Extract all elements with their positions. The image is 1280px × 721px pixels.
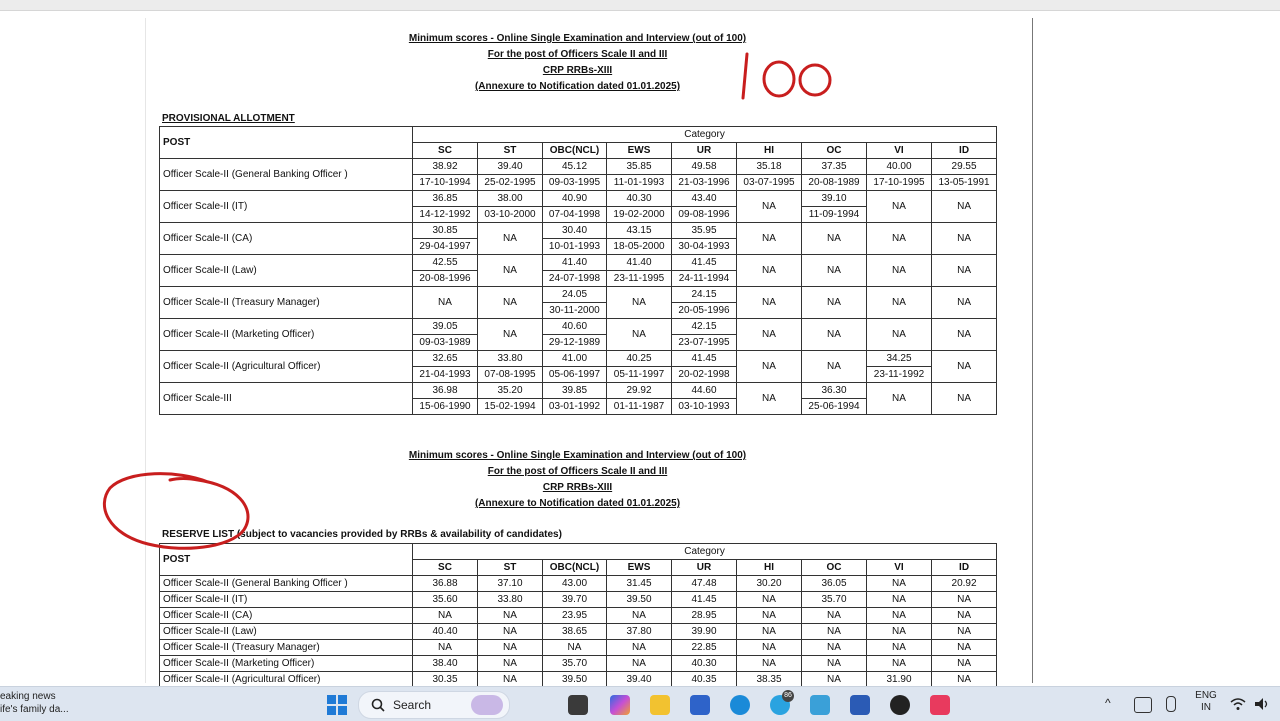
dob-cell: 01-11-1987 bbox=[607, 399, 672, 415]
column-header: UR bbox=[672, 143, 737, 159]
dob-cell: 18-05-2000 bbox=[607, 239, 672, 255]
score-cell: 44.60 bbox=[672, 383, 737, 399]
score-cell: 35.70 bbox=[802, 592, 867, 608]
score-cell: NA bbox=[932, 351, 997, 383]
column-header: ST bbox=[478, 560, 543, 576]
score-cell: NA bbox=[737, 656, 802, 672]
score-cell: 35.18 bbox=[737, 159, 802, 175]
post-header: POST bbox=[160, 544, 413, 576]
dob-cell: 14-12-1992 bbox=[413, 207, 478, 223]
taskbar-search-box[interactable] bbox=[358, 691, 510, 719]
search-label: Search bbox=[393, 698, 432, 712]
score-cell: NA bbox=[607, 608, 672, 624]
score-cell: NA bbox=[478, 672, 543, 688]
score-cell: 35.60 bbox=[413, 592, 478, 608]
score-cell: NA bbox=[737, 351, 802, 383]
sync-icon[interactable] bbox=[1134, 697, 1152, 713]
score-cell: 38.00 bbox=[478, 191, 543, 207]
score-cell: NA bbox=[737, 319, 802, 351]
score-cell: 35.20 bbox=[478, 383, 543, 399]
edge-browser-icon[interactable] bbox=[730, 695, 750, 715]
news-line-1: eaking news bbox=[0, 691, 56, 702]
dob-cell: 19-02-2000 bbox=[607, 207, 672, 223]
dob-cell: 07-08-1995 bbox=[478, 367, 543, 383]
dob-cell: 23-07-1995 bbox=[672, 335, 737, 351]
score-cell: NA bbox=[802, 672, 867, 688]
column-header: OBC(NCL) bbox=[543, 143, 607, 159]
table-row bbox=[160, 656, 997, 672]
score-cell: 36.30 bbox=[802, 383, 867, 399]
score-cell: 35.95 bbox=[672, 223, 737, 239]
score-cell: NA bbox=[478, 624, 543, 640]
post-name: Officer Scale-II (CA) bbox=[160, 223, 413, 255]
score-cell: 29.55 bbox=[932, 159, 997, 175]
score-cell: 34.25 bbox=[867, 351, 932, 367]
score-cell: 36.88 bbox=[413, 576, 478, 592]
table-row bbox=[160, 159, 997, 175]
score-cell: 41.00 bbox=[543, 351, 607, 367]
score-cell: 40.35 bbox=[672, 672, 737, 688]
score-cell: NA bbox=[932, 608, 997, 624]
score-cell: 39.05 bbox=[413, 319, 478, 335]
score-cell: 31.45 bbox=[607, 576, 672, 592]
score-cell: NA bbox=[867, 319, 932, 351]
score-cell: NA bbox=[867, 255, 932, 287]
score-cell: 38.40 bbox=[413, 656, 478, 672]
score-cell: NA bbox=[802, 656, 867, 672]
language-line-2: IN bbox=[1201, 702, 1211, 713]
dob-cell: 20-02-1998 bbox=[672, 367, 737, 383]
dob-cell: 23-11-1995 bbox=[607, 271, 672, 287]
column-header: SC bbox=[413, 143, 478, 159]
score-cell: NA bbox=[478, 608, 543, 624]
score-cell: NA bbox=[737, 383, 802, 415]
table-row bbox=[160, 319, 997, 335]
score-cell: NA bbox=[478, 640, 543, 656]
post-name: Officer Scale-II (Marketing Officer) bbox=[160, 656, 413, 672]
score-cell: 43.00 bbox=[543, 576, 607, 592]
dob-cell: 05-11-1997 bbox=[607, 367, 672, 383]
post-name: Officer Scale-II (Agricultural Officer) bbox=[160, 351, 413, 383]
header-2-line-3: CRP RRBs-XIII bbox=[542, 482, 613, 493]
post-header: POST bbox=[160, 127, 413, 159]
score-cell: NA bbox=[867, 592, 932, 608]
column-header: HI bbox=[737, 560, 802, 576]
score-cell: 41.45 bbox=[672, 592, 737, 608]
score-cell: 39.50 bbox=[543, 672, 607, 688]
score-cell: 38.65 bbox=[543, 624, 607, 640]
document-right-edge bbox=[1032, 18, 1033, 683]
score-cell: 45.12 bbox=[543, 159, 607, 175]
score-cell: 37.35 bbox=[802, 159, 867, 175]
score-cell: 41.40 bbox=[607, 255, 672, 271]
reserve-list-table bbox=[159, 543, 997, 688]
dob-cell: 09-03-1989 bbox=[413, 335, 478, 351]
score-cell: 33.80 bbox=[478, 351, 543, 367]
score-cell: 43.15 bbox=[607, 223, 672, 239]
header-2-line-1: Minimum scores - Online Single Examination and Interview (out of 100) bbox=[408, 450, 747, 461]
start-button[interactable] bbox=[327, 695, 347, 715]
score-cell: NA bbox=[932, 191, 997, 223]
score-cell: 38.92 bbox=[413, 159, 478, 175]
score-cell: NA bbox=[932, 624, 997, 640]
table-row bbox=[160, 383, 997, 399]
score-cell: 40.30 bbox=[672, 656, 737, 672]
score-cell: NA bbox=[867, 576, 932, 592]
score-cell: NA bbox=[802, 640, 867, 656]
score-cell: NA bbox=[413, 640, 478, 656]
score-cell: NA bbox=[607, 319, 672, 351]
browser-top-strip bbox=[0, 0, 1280, 11]
header-1-line-1: Minimum scores - Online Single Examination and Interview (out of 100) bbox=[408, 33, 747, 44]
score-cell: NA bbox=[802, 624, 867, 640]
table-row bbox=[160, 640, 997, 656]
score-cell: 33.80 bbox=[478, 592, 543, 608]
post-name: Officer Scale-II (Law) bbox=[160, 624, 413, 640]
score-cell: NA bbox=[737, 640, 802, 656]
score-cell: 30.35 bbox=[413, 672, 478, 688]
post-name: Officer Scale-II (CA) bbox=[160, 608, 413, 624]
header-row bbox=[160, 544, 997, 560]
score-cell: 39.85 bbox=[543, 383, 607, 399]
score-cell: NA bbox=[478, 319, 543, 351]
score-cell: 40.90 bbox=[543, 191, 607, 207]
score-cell: NA bbox=[478, 255, 543, 287]
score-cell: 28.95 bbox=[672, 608, 737, 624]
score-cell: 41.45 bbox=[672, 255, 737, 271]
news-line-2: ife's family da... bbox=[0, 704, 69, 715]
table-row bbox=[160, 255, 997, 271]
score-cell: NA bbox=[932, 640, 997, 656]
score-cell: NA bbox=[607, 656, 672, 672]
score-cell: NA bbox=[932, 672, 997, 688]
dob-cell: 09-03-1995 bbox=[543, 175, 607, 191]
score-cell: 23.95 bbox=[543, 608, 607, 624]
score-cell: 40.30 bbox=[607, 191, 672, 207]
score-cell: NA bbox=[867, 191, 932, 223]
column-header: OBC(NCL) bbox=[543, 560, 607, 576]
score-cell: 39.70 bbox=[543, 592, 607, 608]
score-cell: 39.40 bbox=[478, 159, 543, 175]
score-cell: 37.80 bbox=[607, 624, 672, 640]
score-cell: NA bbox=[607, 287, 672, 319]
score-cell: NA bbox=[932, 383, 997, 415]
score-cell: 40.25 bbox=[607, 351, 672, 367]
column-header: VI bbox=[867, 143, 932, 159]
dob-cell: 03-10-1993 bbox=[672, 399, 737, 415]
wifi-icon[interactable] bbox=[1230, 697, 1246, 711]
dob-cell: 25-02-1995 bbox=[478, 175, 543, 191]
score-cell: NA bbox=[932, 592, 997, 608]
score-cell: 30.40 bbox=[543, 223, 607, 239]
column-header: UR bbox=[672, 560, 737, 576]
score-cell: NA bbox=[737, 608, 802, 624]
dob-cell: 21-04-1993 bbox=[413, 367, 478, 383]
table-row bbox=[160, 351, 997, 367]
score-cell: NA bbox=[932, 656, 997, 672]
score-cell: NA bbox=[867, 608, 932, 624]
language-indicator[interactable] bbox=[1192, 690, 1220, 714]
column-header: HI bbox=[737, 143, 802, 159]
post-name: Officer Scale-II (IT) bbox=[160, 191, 413, 223]
app-icon[interactable] bbox=[810, 695, 830, 715]
column-header: EWS bbox=[607, 560, 672, 576]
header-2-line-4: (Annexure to Notification dated 01.01.2025) bbox=[474, 498, 681, 509]
file-explorer-icon[interactable] bbox=[650, 695, 670, 715]
post-name: Officer Scale-III bbox=[160, 383, 413, 415]
score-cell: NA bbox=[802, 608, 867, 624]
score-cell: NA bbox=[802, 255, 867, 287]
score-cell: 35.70 bbox=[543, 656, 607, 672]
table-row bbox=[160, 608, 997, 624]
score-cell: NA bbox=[413, 287, 478, 319]
score-cell: 43.40 bbox=[672, 191, 737, 207]
post-name: Officer Scale-II (Treasury Manager) bbox=[160, 640, 413, 656]
column-header: EWS bbox=[607, 143, 672, 159]
dob-cell: 11-01-1993 bbox=[607, 175, 672, 191]
section-2-title: RESERVE LIST (subject to vacancies provided by RRBs & availability of candidates) bbox=[162, 529, 562, 540]
score-cell: NA bbox=[737, 287, 802, 319]
store-icon[interactable] bbox=[690, 695, 710, 715]
score-cell: 36.85 bbox=[413, 191, 478, 207]
score-cell: NA bbox=[607, 640, 672, 656]
score-cell: NA bbox=[932, 319, 997, 351]
dob-cell: 20-08-1989 bbox=[802, 175, 867, 191]
snipping-tool-icon[interactable] bbox=[930, 695, 950, 715]
score-cell: 38.35 bbox=[737, 672, 802, 688]
score-cell: 20.92 bbox=[932, 576, 997, 592]
dob-cell: 03-01-1992 bbox=[543, 399, 607, 415]
dob-cell: 15-02-1994 bbox=[478, 399, 543, 415]
table-row bbox=[160, 223, 997, 239]
dob-cell: 17-10-1994 bbox=[413, 175, 478, 191]
score-cell: NA bbox=[802, 351, 867, 383]
news-widget[interactable] bbox=[0, 690, 69, 716]
media-app-icon[interactable] bbox=[890, 695, 910, 715]
score-cell: 37.10 bbox=[478, 576, 543, 592]
score-cell: NA bbox=[867, 223, 932, 255]
volume-icon[interactable] bbox=[1254, 697, 1270, 711]
category-header: Category bbox=[413, 544, 997, 560]
score-cell: 47.48 bbox=[672, 576, 737, 592]
score-cell: 39.90 bbox=[672, 624, 737, 640]
dob-cell: 17-10-1995 bbox=[867, 175, 932, 191]
dob-cell: 23-11-1992 bbox=[867, 367, 932, 383]
dob-cell: 20-08-1996 bbox=[413, 271, 478, 287]
telegram-badge: 86 bbox=[782, 690, 794, 702]
document-left-edge bbox=[145, 18, 146, 683]
post-name: Officer Scale-II (IT) bbox=[160, 592, 413, 608]
score-cell: 29.92 bbox=[607, 383, 672, 399]
section-1-title: PROVISIONAL ALLOTMENT bbox=[162, 113, 295, 124]
header-1-line-4: (Annexure to Notification dated 01.01.2025) bbox=[474, 81, 681, 92]
dob-cell: 20-05-1996 bbox=[672, 303, 737, 319]
score-cell: 22.85 bbox=[672, 640, 737, 656]
score-cell: NA bbox=[737, 255, 802, 287]
dob-cell: 11-09-1994 bbox=[802, 207, 867, 223]
dob-cell: 03-10-2000 bbox=[478, 207, 543, 223]
dob-cell: 13-05-1991 bbox=[932, 175, 997, 191]
column-header: SC bbox=[413, 560, 478, 576]
handwritten-100-annotation bbox=[735, 48, 845, 106]
column-header: VI bbox=[867, 560, 932, 576]
score-cell: NA bbox=[737, 592, 802, 608]
header-block-2 bbox=[330, 448, 825, 512]
score-cell: 35.85 bbox=[607, 159, 672, 175]
dob-cell: 15-06-1990 bbox=[413, 399, 478, 415]
score-cell: NA bbox=[932, 255, 997, 287]
table-row bbox=[160, 191, 997, 207]
dob-cell: 24-07-1998 bbox=[543, 271, 607, 287]
post-name: Officer Scale-II (General Banking Officer ) bbox=[160, 159, 413, 191]
score-cell: NA bbox=[867, 287, 932, 319]
microphone-icon[interactable] bbox=[1166, 696, 1176, 712]
score-cell: 24.05 bbox=[543, 287, 607, 303]
score-cell: 42.55 bbox=[413, 255, 478, 271]
score-cell: 36.98 bbox=[413, 383, 478, 399]
column-header: ST bbox=[478, 143, 543, 159]
category-header: Category bbox=[413, 127, 997, 143]
score-cell: NA bbox=[867, 383, 932, 415]
search-highlight-icon bbox=[471, 695, 503, 715]
dob-cell: 21-03-1996 bbox=[672, 175, 737, 191]
score-cell: 39.40 bbox=[607, 672, 672, 688]
score-cell: NA bbox=[867, 640, 932, 656]
score-cell: NA bbox=[867, 656, 932, 672]
table-row bbox=[160, 287, 997, 303]
header-2-line-2: For the post of Officers Scale II and III bbox=[487, 466, 668, 477]
score-cell: NA bbox=[932, 287, 997, 319]
score-cell: NA bbox=[478, 287, 543, 319]
dob-cell: 25-06-1994 bbox=[802, 399, 867, 415]
score-cell: NA bbox=[802, 287, 867, 319]
score-cell: 42.15 bbox=[672, 319, 737, 335]
language-line-1: ENG bbox=[1195, 690, 1217, 701]
chevron-up-icon[interactable]: ^ bbox=[1105, 696, 1111, 710]
score-cell: NA bbox=[802, 319, 867, 351]
post-name: Officer Scale-II (Marketing Officer) bbox=[160, 319, 413, 351]
column-header: OC bbox=[802, 560, 867, 576]
score-cell: NA bbox=[478, 223, 543, 255]
header-1-line-2: For the post of Officers Scale II and III bbox=[487, 49, 668, 60]
score-cell: NA bbox=[737, 223, 802, 255]
task-view-icon[interactable] bbox=[568, 695, 588, 715]
score-cell: 36.05 bbox=[802, 576, 867, 592]
dob-cell: 10-01-1993 bbox=[543, 239, 607, 255]
dob-cell: 24-11-1994 bbox=[672, 271, 737, 287]
score-cell: 30.20 bbox=[737, 576, 802, 592]
word-icon[interactable] bbox=[850, 695, 870, 715]
score-cell: 40.40 bbox=[413, 624, 478, 640]
score-cell: NA bbox=[867, 624, 932, 640]
table-row bbox=[160, 624, 997, 640]
score-cell: 41.45 bbox=[672, 351, 737, 367]
dob-cell: 30-04-1993 bbox=[672, 239, 737, 255]
score-cell: NA bbox=[737, 191, 802, 223]
column-header: ID bbox=[932, 143, 997, 159]
post-name: Officer Scale-II (General Banking Officer ) bbox=[160, 576, 413, 592]
table-row bbox=[160, 592, 997, 608]
dob-cell: 03-07-1995 bbox=[737, 175, 802, 191]
dob-cell: 29-04-1997 bbox=[413, 239, 478, 255]
post-name: Officer Scale-II (Treasury Manager) bbox=[160, 287, 413, 319]
score-cell: 40.00 bbox=[867, 159, 932, 175]
score-cell: NA bbox=[802, 223, 867, 255]
score-cell: NA bbox=[413, 608, 478, 624]
score-cell: 24.15 bbox=[672, 287, 737, 303]
dob-cell: 29-12-1989 bbox=[543, 335, 607, 351]
score-cell: 49.58 bbox=[672, 159, 737, 175]
search-icon bbox=[371, 698, 385, 712]
column-header: OC bbox=[802, 143, 867, 159]
column-header: ID bbox=[932, 560, 997, 576]
post-name: Officer Scale-II (Law) bbox=[160, 255, 413, 287]
header-row bbox=[160, 127, 997, 143]
score-cell: NA bbox=[932, 223, 997, 255]
header-1-line-3: CRP RRBs-XIII bbox=[542, 65, 613, 76]
dob-cell: 09-08-1996 bbox=[672, 207, 737, 223]
score-cell: 39.10 bbox=[802, 191, 867, 207]
score-cell: 30.85 bbox=[413, 223, 478, 239]
score-cell: 40.60 bbox=[543, 319, 607, 335]
score-cell: 31.90 bbox=[867, 672, 932, 688]
provisional-allotment-table bbox=[159, 126, 997, 415]
copilot-icon[interactable] bbox=[610, 695, 630, 715]
dob-cell: 05-06-1997 bbox=[543, 367, 607, 383]
score-cell: 41.40 bbox=[543, 255, 607, 271]
handwritten-circle-annotation bbox=[98, 468, 256, 554]
score-cell: 39.50 bbox=[607, 592, 672, 608]
score-cell: NA bbox=[737, 624, 802, 640]
score-cell: NA bbox=[478, 656, 543, 672]
score-cell: NA bbox=[543, 640, 607, 656]
dob-cell: 30-11-2000 bbox=[543, 303, 607, 319]
table-row bbox=[160, 576, 997, 592]
post-name: Officer Scale-II (Agricultural Officer) bbox=[160, 672, 413, 688]
windows-logo-icon bbox=[327, 695, 347, 715]
windows-taskbar bbox=[0, 686, 1280, 721]
score-cell: 32.65 bbox=[413, 351, 478, 367]
dob-cell: 07-04-1998 bbox=[543, 207, 607, 223]
